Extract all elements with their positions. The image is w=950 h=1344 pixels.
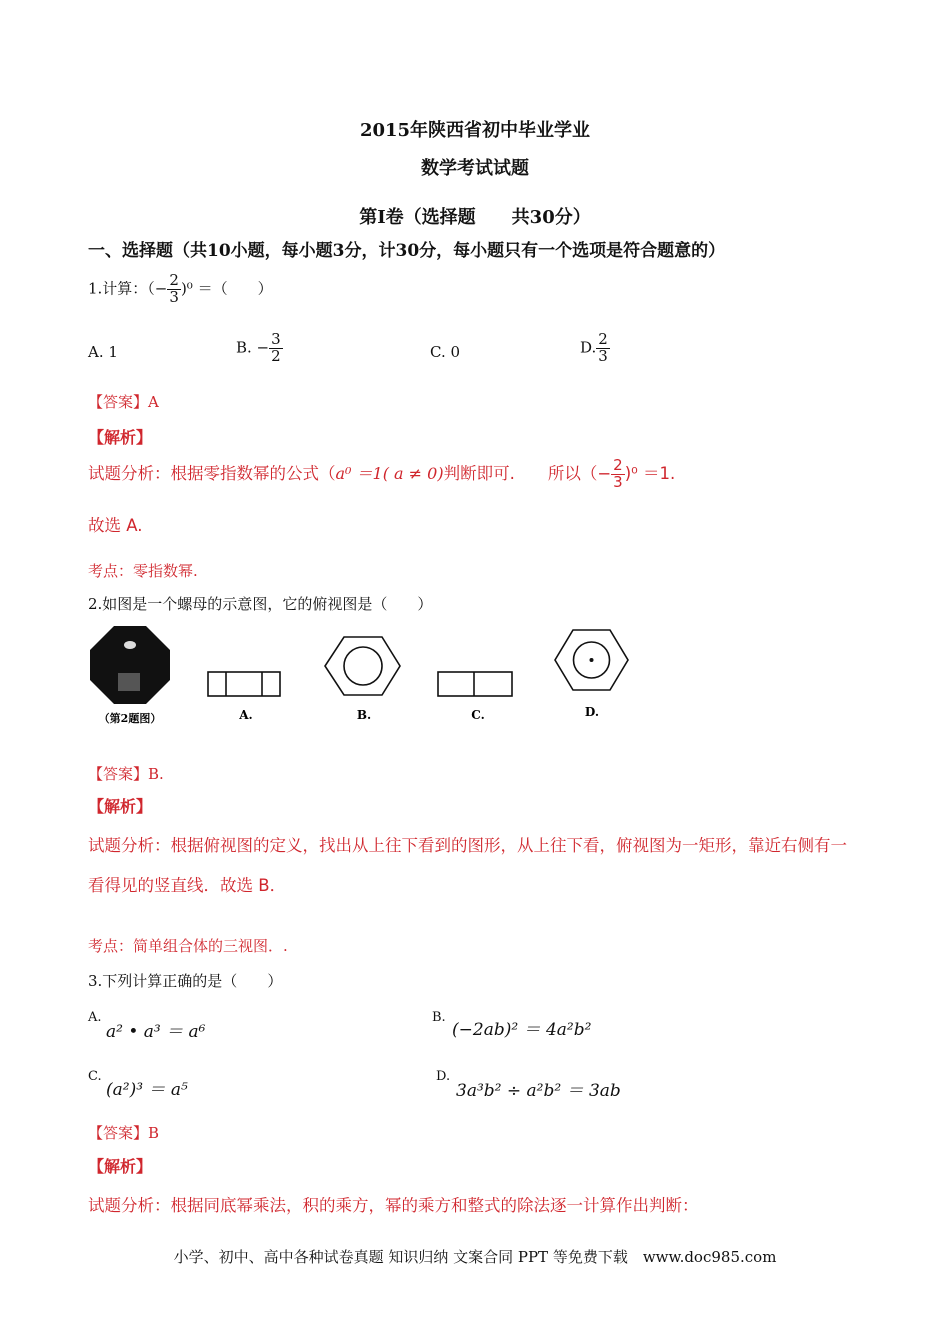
q1-conclusion: 故选 A. (88, 516, 143, 535)
q3-option-b-label: B. (432, 1010, 446, 1025)
q1-analysis-fraction (611, 458, 625, 491)
q2-answer: 【答案】B. (88, 765, 164, 783)
q1-option-d-label: D. (580, 338, 597, 357)
option-a-rect (208, 672, 280, 696)
q3-option-a-label: A. (88, 1010, 102, 1025)
q1-analysis-suffix: )⁰ ＝1. (624, 463, 676, 483)
q1-analysis-prefix: 试题分析：根据零指数幂的公式（ (88, 463, 336, 483)
q1-option-a: A. 1 (88, 343, 118, 361)
q1-option-d (580, 332, 610, 365)
q1-option-c: C. 0 (430, 343, 461, 361)
section-title: 一、选择题（共10小题，每小题3分，计30分，每小题只有一个选项是符合题意的） (88, 241, 726, 261)
volume-title: 第Ⅰ卷（选择题 共30分） (359, 207, 591, 228)
nut-photo-highlight (124, 641, 136, 649)
q1-stem-denominator: 3 (169, 287, 179, 306)
q1-analysis-denominator: 3 (613, 472, 623, 491)
q1-option-d-fraction (596, 332, 610, 365)
option-a-label: A. (239, 708, 253, 722)
q1-stem-numerator: 2 (169, 271, 179, 289)
option-b-circle (344, 647, 382, 685)
q3-stem: 3.下列计算正确的是（ ） (88, 972, 283, 990)
q1-option-b-denominator: 2 (271, 346, 281, 365)
document-subtitle: 数学考试试题 (421, 158, 529, 179)
q1-option-b-fraction (269, 332, 283, 365)
q2-figure (88, 618, 688, 736)
document-title: 2015年陕西省初中毕业学业 (359, 120, 591, 141)
option-d-center-dot (590, 658, 594, 662)
q1-option-d-denominator: 3 (598, 346, 608, 365)
q3-option-a-math: a² • a³ ＝ a⁶ (106, 1022, 206, 1042)
q2-stem: 2.如图是一个螺母的示意图，它的俯视图是（ ） (88, 595, 433, 613)
q3-option-d-math: 3a³b² ÷ a²b² ＝ 3ab (456, 1081, 621, 1101)
q1-stem (88, 273, 273, 306)
option-c-rect (438, 672, 512, 696)
q1-option-d-numerator: 2 (598, 330, 608, 348)
q3-analysis: 试题分析：根据同底幂乘法，积的乘方，幂的乘方和整式的除法逐一计算作出判断： (88, 1196, 699, 1215)
q2-kaodian: 考点：简单组合体的三视图．. (88, 937, 288, 955)
q1-stem-fraction (167, 273, 181, 306)
q3-option-c-math: (a²)³ ＝ a⁵ (106, 1080, 188, 1100)
q3-option-b-math: (−2ab)² ＝ 4a²b² (452, 1020, 592, 1040)
q1-analysis-mid: 判断即可. 所以（− (443, 463, 612, 483)
page-footer: 小学、初中、高中各种试卷真题 知识归纳 文案合同 PPT 等免费下载 www.doc985.com (173, 1248, 777, 1266)
nut-photo-watermark (118, 673, 140, 691)
q2-analysis-line1: 试题分析：根据俯视图的定义，找出从上往下看到的图形，从上往下看，俯视图为一矩形，靠近右侧有一 (88, 836, 847, 855)
q3-jiexi-heading: 【解析】 (88, 1157, 153, 1176)
q1-option-b-label: B. − (236, 338, 270, 357)
q3-option-d-label: D. (436, 1069, 451, 1084)
q3-answer: 【答案】B (88, 1124, 160, 1142)
q1-option-b (236, 332, 283, 365)
q1-stem-suffix: )⁰ ＝（ ） (180, 279, 273, 298)
q1-answer: 【答案】A (88, 393, 159, 411)
q1-analysis (88, 458, 675, 491)
q2-figure-caption: （第2题图） (98, 712, 162, 725)
q1-jiexi-heading: 【解析】 (88, 428, 153, 447)
q1-option-b-numerator: 3 (271, 330, 281, 348)
option-d-label: D. (584, 705, 600, 719)
q1-analysis-formula: a⁰ ＝1( a ≠ 0) (335, 463, 444, 483)
option-c-label: C. (471, 708, 485, 722)
nut-photo-octagon (90, 626, 170, 704)
option-b-hexagon (325, 637, 400, 695)
q2-jiexi-heading: 【解析】 (88, 797, 153, 816)
q2-analysis-line2: 看得见的竖直线．故选 B． (88, 876, 287, 895)
option-b-label: B. (356, 708, 372, 722)
q1-stem-prefix: 1.计算：（− (88, 279, 168, 298)
q1-kaodian: 考点：零指数幂. (88, 562, 198, 580)
q1-analysis-numerator: 2 (613, 456, 623, 474)
q3-option-c-label: C. (88, 1069, 102, 1084)
